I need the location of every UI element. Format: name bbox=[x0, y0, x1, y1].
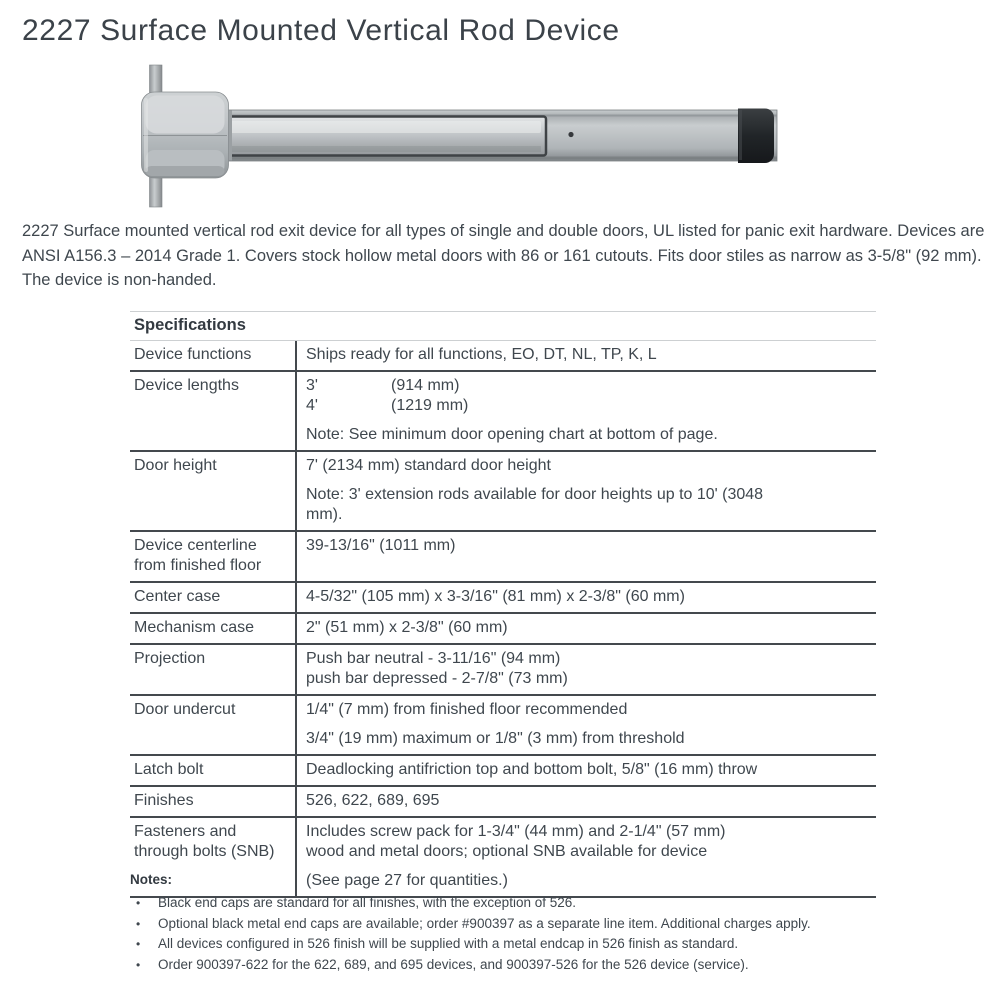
spec-value bbox=[297, 787, 876, 816]
value-line: Note: 3' extension rods available for door heights up to 10' (3048 bbox=[306, 486, 764, 503]
spec-label: Projection bbox=[130, 645, 297, 694]
value-group bbox=[306, 376, 872, 416]
value-group bbox=[306, 425, 872, 445]
spec-label: Device centerline from finished floor bbox=[130, 532, 297, 581]
spec-value bbox=[297, 452, 876, 530]
spec-label: Finishes bbox=[130, 787, 297, 816]
spec-label: Device lengths bbox=[130, 372, 297, 450]
spec-row-device-lengths bbox=[130, 372, 876, 452]
value-line: 4-5/32" (105 mm) x 3-3/16" (81 mm) x 2-3/8" (60 mm) bbox=[306, 588, 685, 605]
value-line: mm). bbox=[306, 506, 343, 523]
value-line: 3' (914 mm) bbox=[306, 377, 460, 394]
intro-paragraph: 2227 Surface mounted vertical rod exit device for all types of single and double doors, UL listed for panic exit hardware. Devices are ANSI A156.3 – 2014 Grade 1. Covers stock hollow metal doors with 86 or 161 cutouts. Fits door stiles as narrow as 3-5/8" (92 mm). The device is non-handed. bbox=[22, 222, 985, 289]
spec-label: Device functions bbox=[130, 341, 297, 370]
note-item: • Optional black metal end caps are available; order #900397 as a separate line item. Additional charges apply. bbox=[128, 914, 840, 935]
value-line: Deadlocking antifriction top and bottom bolt, 5/8" (16 mm) throw bbox=[306, 761, 758, 778]
spec-label: Door height bbox=[130, 452, 297, 530]
notes-section bbox=[128, 872, 868, 975]
note-item: • All devices configured in 526 finish will be supplied with a metal endcap in 526 finish as standard. bbox=[128, 934, 840, 955]
specifications-table bbox=[130, 311, 876, 898]
push-bar-device-illustration bbox=[140, 63, 780, 211]
value-group bbox=[306, 822, 872, 862]
note-item: • Order 900397-622 for the 622, 689, and 695 devices, and 900397-526 for the 526 device (service). bbox=[128, 955, 840, 976]
spec-row-door-height bbox=[130, 452, 876, 532]
spec-value bbox=[297, 372, 876, 450]
spec-value bbox=[297, 645, 876, 694]
end-cap bbox=[738, 109, 774, 164]
spec-row-finishes bbox=[130, 787, 876, 818]
value-line: Push bar neutral - 3-11/16" (94 mm) bbox=[306, 650, 561, 667]
value-line: Note: See minimum door opening chart at bottom of page. bbox=[306, 426, 718, 443]
spec-value bbox=[297, 756, 876, 785]
value-group bbox=[306, 791, 872, 811]
value-line: wood and metal doors; optional SNB available for device bbox=[306, 843, 708, 860]
value-group bbox=[306, 618, 872, 638]
value-group bbox=[306, 536, 872, 556]
spec-label: Mechanism case bbox=[130, 614, 297, 643]
note-item: • Black end caps are standard for all finishes, with the exception of 526. bbox=[128, 893, 840, 914]
spec-label: Center case bbox=[130, 583, 297, 612]
value-line: Includes screw pack for 1-3/4" (44 mm) and 2-1/4" (57 mm) bbox=[306, 823, 726, 840]
value-line: 3/4" (19 mm) maximum or 1/8" (3 mm) from threshold bbox=[306, 730, 685, 747]
spec-row-projection bbox=[130, 645, 876, 696]
value-group bbox=[306, 649, 872, 689]
spec-value bbox=[297, 696, 876, 754]
notes-list bbox=[128, 893, 840, 975]
product-image bbox=[140, 63, 780, 211]
page-title: 2227 Surface Mounted Vertical Rod Device bbox=[22, 14, 620, 47]
spec-value bbox=[297, 614, 876, 643]
specifications-heading: Specifications bbox=[130, 312, 876, 341]
value-line: Ships ready for all functions, EO, DT, NL, TP, K, L bbox=[306, 346, 657, 363]
value-line: 7' (2134 mm) standard door height bbox=[306, 457, 551, 474]
spec-row-latch-bolt bbox=[130, 756, 876, 787]
value-line: 1/4" (7 mm) from finished floor recommended bbox=[306, 701, 628, 718]
value-group bbox=[306, 729, 872, 749]
spec-value bbox=[297, 341, 876, 370]
value-line: push bar depressed - 2-7/8" (73 mm) bbox=[306, 670, 568, 687]
value-group bbox=[306, 700, 872, 720]
spec-value bbox=[297, 583, 876, 612]
spec-row-mechanism-case bbox=[130, 614, 876, 645]
spec-row-device-centerline-from-finished-floor bbox=[130, 532, 876, 583]
value-line: 39-13/16" (1011 mm) bbox=[306, 537, 456, 554]
notes-heading: Notes: bbox=[130, 872, 173, 887]
spec-row-center-case bbox=[130, 583, 876, 614]
value-line: 526, 622, 689, 695 bbox=[306, 792, 440, 809]
spec-label: Fasteners and through bolts (SNB) bbox=[130, 818, 297, 896]
spec-row-device-functions bbox=[130, 341, 876, 372]
specifications-rows bbox=[130, 341, 876, 898]
value-size: 3' bbox=[306, 377, 318, 394]
value-line: 4' (1219 mm) bbox=[306, 397, 469, 414]
value-group bbox=[306, 345, 872, 365]
value-line: (See page 27 for quantities.) bbox=[306, 872, 508, 889]
spec-value bbox=[297, 532, 876, 581]
value-group bbox=[306, 485, 872, 525]
value-group bbox=[306, 587, 872, 607]
spec-row-door-undercut bbox=[130, 696, 876, 756]
value-size: 4' bbox=[306, 397, 318, 414]
center-case bbox=[142, 92, 233, 178]
screw-hole bbox=[568, 132, 573, 137]
value-group bbox=[306, 456, 872, 476]
value-line: 2" (51 mm) x 2-3/8" (60 mm) bbox=[306, 619, 508, 636]
value-group bbox=[306, 760, 872, 780]
spec-label: Door undercut bbox=[130, 696, 297, 754]
spec-label: Latch bolt bbox=[130, 756, 297, 785]
